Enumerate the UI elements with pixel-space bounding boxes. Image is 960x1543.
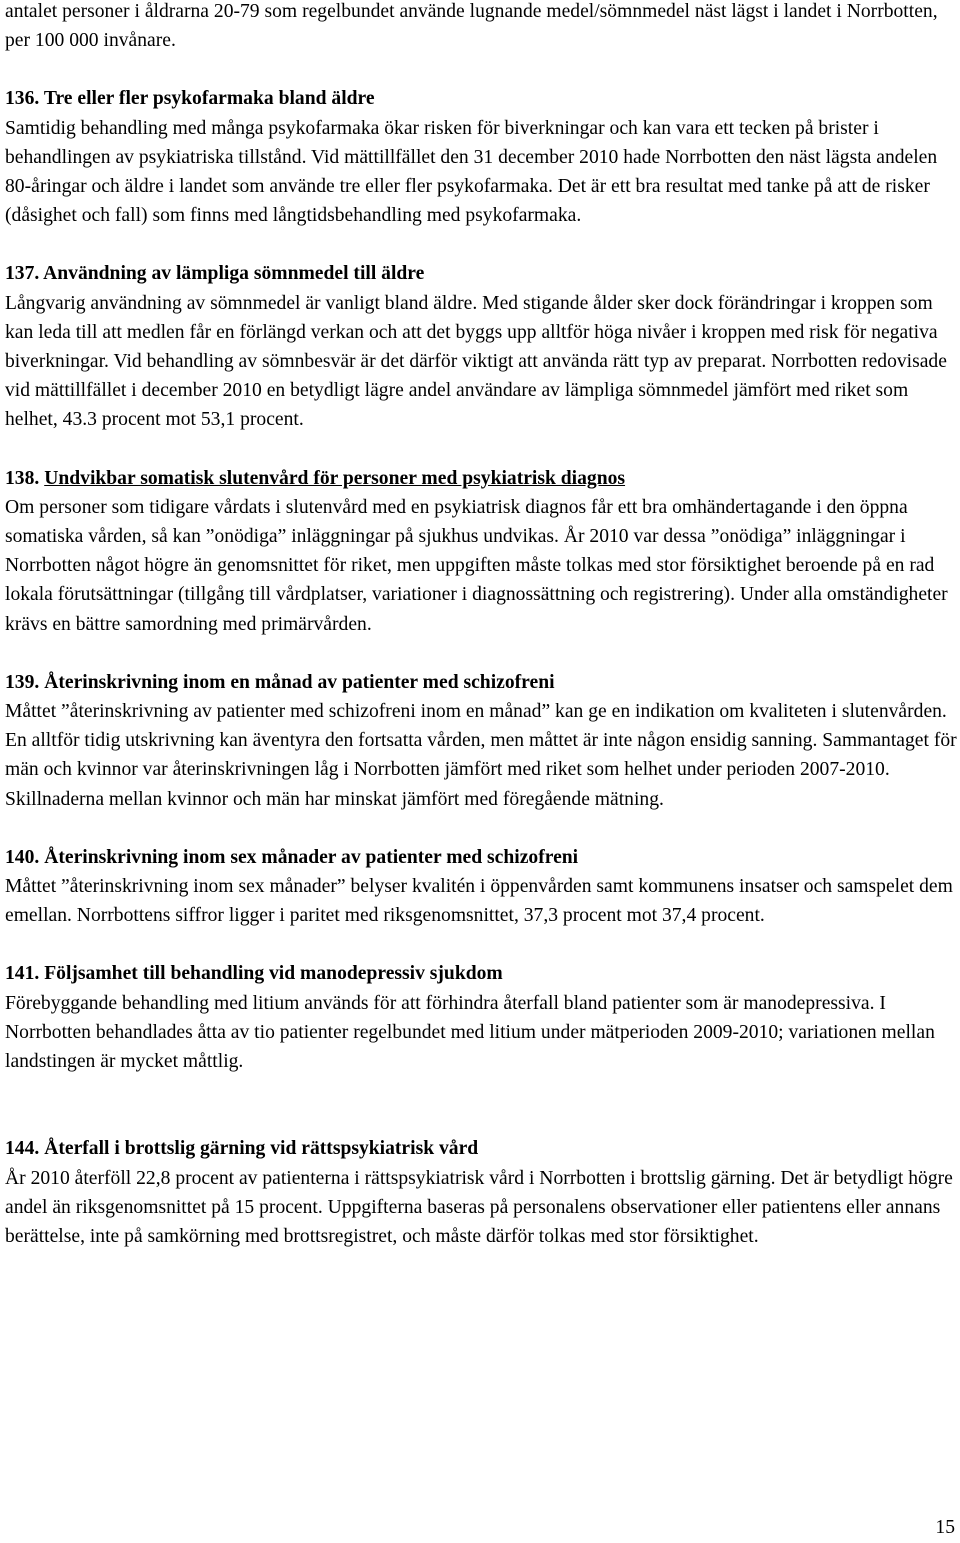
section-heading bbox=[5, 464, 957, 493]
section-heading bbox=[5, 668, 957, 697]
section-138 bbox=[5, 464, 957, 639]
section-number: 137. bbox=[5, 263, 40, 285]
section-body: Om personer som tidigare vårdats i slutenvård med en psykiatrisk diagnos får ett bra omhändertagande i den öppna somatiska vården, så kan ”onödiga” inläggningar på sjukhus undvikas. År 2010 var dessa ”onödiga” inläggningar i Norrbotten något högre än genomsnittet för riket, men uppgiften måste tolkas med stor försiktighet beroende på en rad lokala förutsättningar (tillgång till vårdplatser, variationer i diagnossättning och registrering). Under alla omständigheter krävs en bättre samordning med primärvården. bbox=[5, 496, 948, 635]
section-number: 140. bbox=[5, 846, 40, 868]
page-number: 15 bbox=[935, 1517, 955, 1538]
intro-paragraph: antalet personer i åldrarna 20-79 som regelbundet använde lugnande medel/sömnmedel näst lägst i landet i Norrbotten, per 100 000 invånare. bbox=[5, 1, 938, 52]
section-body: År 2010 återföll 22,8 procent av patienterna i rättspsykiatrisk vård i Norrbotten i brottslig gärning. Det är betydligt högre andel än riksgenomsnittet på 15 procent. Uppgifterna baseras på personalens observationer eller patientens eller annans berättelse, inte på samkörning med brottsregistret, och måste därför tolkas med stor försiktighet. bbox=[5, 1167, 953, 1247]
section-heading bbox=[5, 259, 957, 288]
section-heading bbox=[5, 84, 957, 113]
section-body: Långvarig användning av sömnmedel är vanligt bland äldre. Med stigande ålder sker dock förändringar i kroppen som kan leda till att medlen får en förlängd verkan och att det byggs upp alltför höga nivåer i kroppen med risk för negativa biverkningar. Vid behandling av sömnbesvär är det därför viktigt att använda rätt typ av preparat. Norrbotten redovisade vid mättillfället i december 2010 en betydligt lägre andel användare av lämpliga sömnmedel jämfört med riket som helhet, 43.3 procent mot 53,1 procent. bbox=[5, 292, 947, 431]
section-title: Undvikbar somatisk slutenvård för personer med psykiatrisk diagnos bbox=[44, 467, 626, 489]
section-heading bbox=[5, 959, 957, 988]
section-title: Återinskrivning inom sex månader av patienter med schizofreni bbox=[44, 846, 579, 868]
document-page bbox=[5, 0, 957, 1280]
section-body: Förebyggande behandling med litium används för att förhindra återfall bland patienter som är manodepressiva. I Norrbotten behandlades åtta av tio patienter regelbundet med litium under mätperioden 2009-2010; variationen mellan landstingen är mycket måttlig. bbox=[5, 992, 935, 1073]
section-141 bbox=[5, 959, 957, 1076]
section-heading bbox=[5, 1134, 957, 1163]
section-title: Återfall i brottslig gärning vid rättspsykiatrisk vård bbox=[44, 1138, 479, 1160]
section-title: Tre eller fler psykofarmaka bland äldre bbox=[43, 88, 375, 110]
section-number: 141. bbox=[5, 963, 40, 985]
section-136 bbox=[5, 84, 957, 230]
section-139 bbox=[5, 668, 957, 814]
section-144 bbox=[5, 1134, 957, 1251]
section-heading bbox=[5, 843, 957, 872]
section-title: Användning av lämpliga sömnmedel till äldre bbox=[43, 263, 425, 285]
section-137 bbox=[5, 259, 957, 434]
section-title: Återinskrivning inom en månad av patienter med schizofreni bbox=[44, 671, 555, 693]
section-body: Måttet ”återinskrivning av patienter med schizofreni inom en månad” kan ge en indikation om kvaliteten i slutenvården. En alltför tidig utskrivning kan äventyra den fortsatta vården, men måttet är inte någon ensidig sanning. Sammantaget för män och kvinnor var återinskrivningen låg i Norrbotten jämfört med riket som helhet under perioden 2007-2010. Skillnaderna mellan kvinnor och män har minskat jämfört med föregående mätning. bbox=[5, 701, 957, 810]
section-number: 144. bbox=[5, 1138, 40, 1160]
section-number: 138. bbox=[5, 467, 40, 489]
section-140 bbox=[5, 843, 957, 931]
section-body: Samtidig behandling med många psykofarmaka ökar risken för biverkningar och kan vara ett tecken på brister i behandlingen av psykiatriska tillstånd. Vid mättillfället den 31 december 2010 hade Norrbotten den näst lägsta andelen 80-åringar och äldre i landet som använde tre eller fler psykofarmaka. Det är ett bra resultat med tanke på att de risker (dåsighet och fall) som finns med långtidsbehandling med psykofarmaka. bbox=[5, 117, 938, 227]
section-number: 139. bbox=[5, 671, 40, 693]
section-body: Måttet ”återinskrivning inom sex månader” belyser kvalitén i öppenvården samt kommunens insatser och samspelet dem emellan. Norrbottens siffror ligger i paritet med riksgenomsnittet, 37,3 procent mot 37,4 procent. bbox=[5, 876, 953, 927]
section-number: 136. bbox=[5, 88, 40, 110]
section-title: Följsamhet till behandling vid manodepressiv sjukdom bbox=[44, 963, 503, 985]
